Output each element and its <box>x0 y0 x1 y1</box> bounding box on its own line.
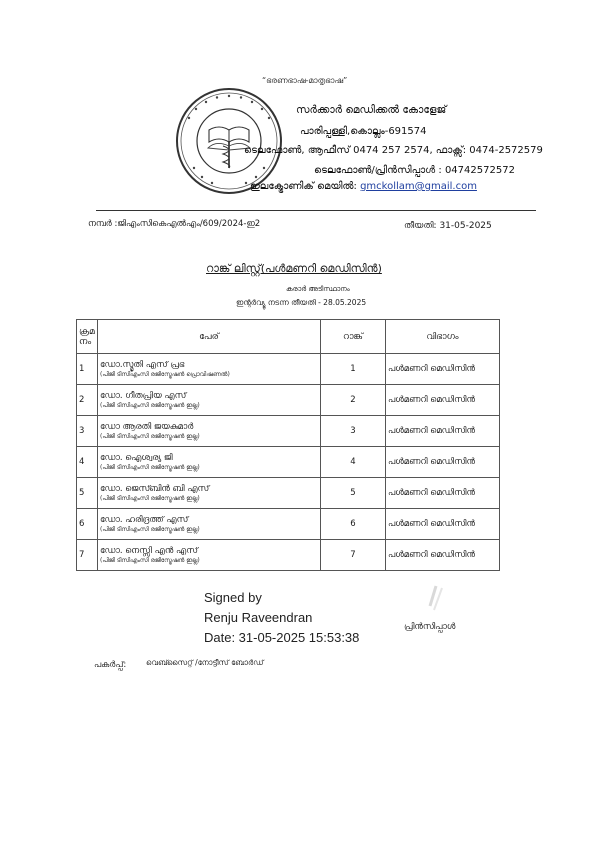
email-line <box>250 181 477 192</box>
interview-date: ഇന്റർവ്യൂ നടന്ന തീയതി - 28.05.2025 <box>236 298 367 307</box>
rank-value: 6 <box>321 509 386 540</box>
rank-value: 5 <box>321 478 386 509</box>
department: പൾമണറി മെഡിസിൻ <box>386 354 500 385</box>
email-link[interactable]: gmckollam@gmail.com <box>360 181 477 192</box>
candidate-name: ഡോ. നെസ്സി എൻ എസ് <box>100 545 198 556</box>
rank-value: 4 <box>321 447 386 478</box>
col-rank-header: റാങ്ക് <box>321 320 386 354</box>
department: പൾമണറി മെഡിസിൻ <box>386 509 500 540</box>
serial-no: 7 <box>77 540 98 571</box>
signer-name: Renju Raveendran <box>204 610 313 625</box>
candidate-detail: (പിജി ടിസിഎംസി രജിസ്ട്രേഷൻ ഇല്ല) <box>100 463 200 471</box>
college-address: പാരിപ്പള്ളി,കൊല്ലം-691574 <box>300 126 427 137</box>
candidate-detail: (പിജി ടിസിഎംസി രജിസ്ട്രേഷൻ ഇല്ല) <box>100 556 200 564</box>
rank-table <box>76 319 500 571</box>
candidate-detail: (പിജി ടിസിഎംസി രജിസ്ട്രേഷൻ ഇല്ല) <box>100 525 200 533</box>
signed-by-label: Signed by <box>204 590 262 605</box>
signature-date: Date: 31-05-2025 15:53:38 <box>204 630 360 645</box>
copy-label: പകർപ്പ്: <box>94 660 127 670</box>
table-row <box>77 416 500 447</box>
candidate-cell <box>98 416 321 447</box>
rank-value: 3 <box>321 416 386 447</box>
department: പൾമണറി മെഡിസിൻ <box>386 540 500 571</box>
candidate-cell <box>98 540 321 571</box>
serial-no: 1 <box>77 354 98 385</box>
serial-no: 6 <box>77 509 98 540</box>
candidate-name: ഡോ. ഗീതപ്രിയ എസ് <box>100 390 187 401</box>
serial-no: 4 <box>77 447 98 478</box>
candidate-name: ഡോ. ഹരിദ്രത്ത് എസ് <box>100 514 189 525</box>
motto: “ഭരണഭാഷ-മാതൃഭാഷ” <box>262 76 348 85</box>
copy-recipients: വെബ്സൈറ്റ് /നോട്ടീസ് ബോർഡ് <box>146 658 264 667</box>
candidate-cell <box>98 478 321 509</box>
col-name-header: പേര് <box>98 320 321 354</box>
document-date: തീയതി: 31-05-2025 <box>404 221 492 231</box>
rank-value: 7 <box>321 540 386 571</box>
candidate-detail: (പിജി ടിസിഎംസി രജിസ്ട്രേഷൻ ഇല്ല) <box>100 494 200 502</box>
candidate-name: ഡോ. ജെസ്ബിൻ ബി എസ് <box>100 483 210 494</box>
serial-no: 5 <box>77 478 98 509</box>
signature-valid-check-icon <box>382 566 462 646</box>
col-serial-header: ക്രമ നം <box>77 320 98 354</box>
serial-no: 3 <box>77 416 98 447</box>
table-row <box>77 447 500 478</box>
department: പൾമണറി മെഡിസിൻ <box>386 385 500 416</box>
college-name: സർക്കാർ മെഡിക്കൽ കോളേജ് <box>296 104 447 116</box>
candidate-detail: (പിജി ടിസിഎംസി രജിസ്ട്രേഷൻ ഇല്ല) <box>100 432 200 440</box>
table-row <box>77 478 500 509</box>
table-row <box>77 354 500 385</box>
reference-number: നമ്പർ :ജിഎംസികെഎൽഎം/609/2024-ഇ2 <box>88 219 261 229</box>
rank-value: 2 <box>321 385 386 416</box>
candidate-detail: (പിജി ടിസിഎംസി രജിസ്ട്രേഷൻ ഇല്ല) <box>100 401 200 409</box>
department: പൾമണറി മെഡിസിൻ <box>386 447 500 478</box>
table-header-row <box>77 320 500 354</box>
candidate-name: ഡോ. ഐശ്വര്യ ജി <box>100 452 173 463</box>
principal-designation: പ്രിൻസിപ്പാൾ <box>404 622 456 632</box>
rank-value: 1 <box>321 354 386 385</box>
candidate-name: ഡോ ആരതി ജയകുമാർ <box>100 421 194 432</box>
contract-basis: കരാർ അടിസ്ഥാനം <box>286 285 350 293</box>
candidate-name: ഡോ.സ്മൃതി എസ് പ്രഭ <box>100 359 185 370</box>
serial-no: 2 <box>77 385 98 416</box>
candidate-detail: (പിജി ടിസിഎംസി രജിസ്ട്രേഷൻ പ്രൊവിഷണൽ) <box>100 370 230 378</box>
department: പൾമണറി മെഡിസിൻ <box>386 478 500 509</box>
email-label: ഇലക്ട്രോണിക് മെയിൽ: <box>250 181 357 192</box>
college-seal-graphic <box>174 86 284 196</box>
college-seal <box>174 86 284 196</box>
department: പൾമണറി മെഡിസിൻ <box>386 416 500 447</box>
table-row <box>77 509 500 540</box>
rank-list-title: റാങ്ക് ലിസ്റ്റ്(പൾമണറി മെഡിസിൻ) <box>206 262 382 275</box>
candidate-cell <box>98 385 321 416</box>
candidate-cell <box>98 354 321 385</box>
principal-phone: ടെലഫോൺ/പ്രിൻസിപ്പാൾ : 04742572572 <box>314 165 515 176</box>
col-dept-header: വിഭാഗം <box>386 320 500 354</box>
table-row <box>77 385 500 416</box>
candidate-cell <box>98 447 321 478</box>
header-divider <box>96 210 536 211</box>
office-phone: ടെലഫോൺ, ആഫീസ് 0474 257 2574, ഫാക്സ്: 0474-2572579 <box>244 145 543 156</box>
candidate-cell <box>98 509 321 540</box>
